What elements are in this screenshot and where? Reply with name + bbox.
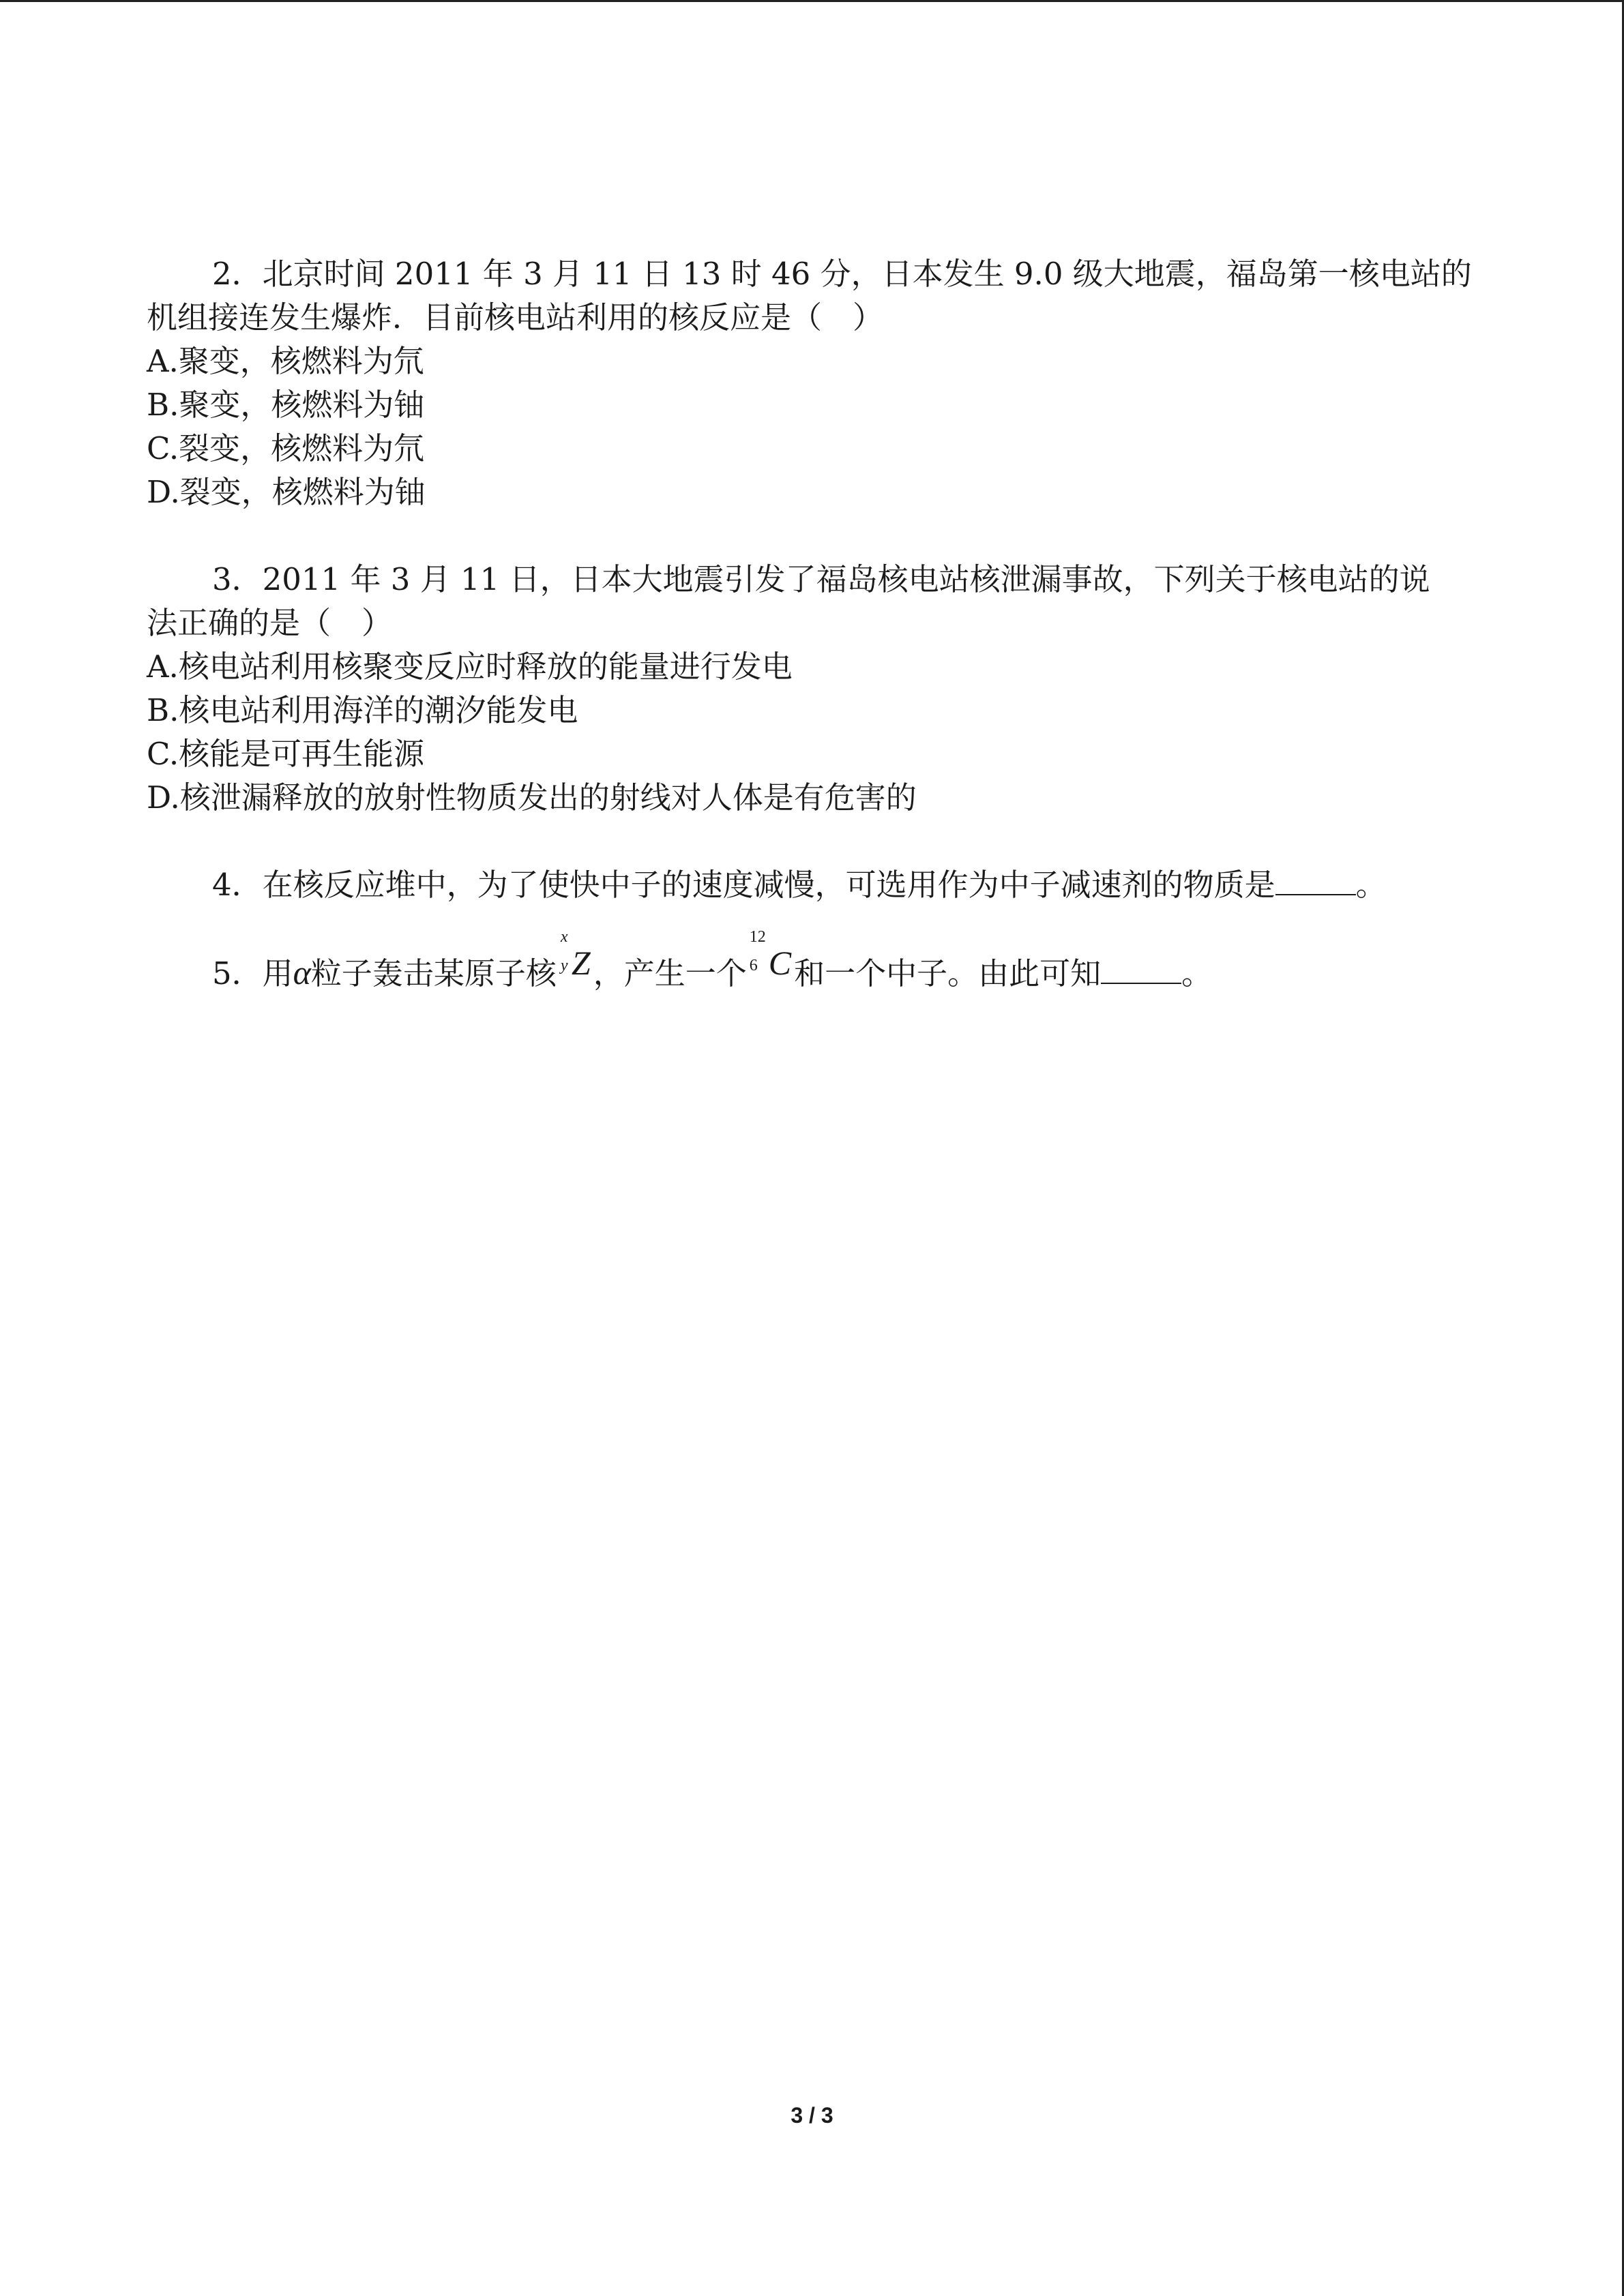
question-2-option-a: A.聚变，核燃料为氘 bbox=[147, 343, 424, 379]
question-5-end: 。 bbox=[1181, 955, 1213, 992]
nuclide-z-symbol: Z bbox=[571, 944, 591, 982]
nuclide-carbon-mass: 12 bbox=[749, 928, 766, 946]
question-3-option-d: D.核泄漏释放的放射性物质发出的射线对人体是有危害的 bbox=[147, 779, 917, 816]
question-2-line-2: 机组接连发生爆炸．目前核电站利用的核反应是（ ） bbox=[147, 299, 884, 336]
question-4-line bbox=[147, 863, 1477, 907]
question-4 bbox=[147, 863, 1477, 907]
question-2-line-1: 2．北京时间 2011 年 3 月 11 日 13 时 46 分，日本发生 9.0 级大地震，福岛第一核电站的 bbox=[212, 256, 1472, 292]
nuclide-z-atomic-number: y bbox=[560, 957, 568, 974]
nuclide-carbon-symbol: C bbox=[768, 944, 792, 982]
question-3-line-2: 法正确的是（ ） bbox=[147, 605, 393, 641]
question-5-answer-blank bbox=[1101, 955, 1181, 984]
question-4-text: 4．在核反应堆中，为了使快中子的速度减慢，可选用作为中子减速剂的物质是 bbox=[212, 867, 1275, 903]
page-number: 3 / 3 bbox=[791, 2103, 833, 2128]
question-3 bbox=[147, 558, 1477, 820]
page-top-border bbox=[0, 0, 1624, 2]
nuclide-carbon-atomic-number: 6 bbox=[749, 957, 758, 974]
question-3-option-a: A.核电站利用核聚变反应时释放的能量进行发电 bbox=[147, 648, 793, 685]
question-5-part-3: ，产生一个 bbox=[593, 955, 747, 992]
question-5-line bbox=[147, 928, 1477, 996]
nuclide-z-mass: x bbox=[560, 928, 568, 946]
document-body bbox=[147, 252, 1477, 1039]
question-3-line-1: 3．2011 年 3 月 11 日，日本大地震引发了福岛核电站核泄漏事故，下列关于核电站的说 bbox=[212, 561, 1430, 597]
nuclide-z bbox=[559, 928, 591, 996]
question-4-answer-blank bbox=[1275, 867, 1356, 895]
question-5-part-1: 5．用 bbox=[212, 955, 293, 992]
question-5 bbox=[147, 928, 1477, 996]
question-2-option-b: B.聚变，核燃料为铀 bbox=[147, 387, 425, 423]
question-2-option-d: D.裂变，核燃料为铀 bbox=[147, 474, 426, 510]
question-2-option-c: C.裂变，核燃料为氘 bbox=[147, 430, 425, 466]
question-2 bbox=[147, 252, 1477, 514]
question-3-option-b: B.核电站利用海洋的潮汐能发电 bbox=[147, 692, 578, 728]
question-5-part-2: 粒子轰击某原子核 bbox=[310, 955, 557, 992]
question-4-end: 。 bbox=[1355, 867, 1387, 903]
question-5-part-4: 和一个中子。由此可知 bbox=[794, 955, 1102, 992]
question-3-option-c: C.核能是可再生能源 bbox=[147, 736, 425, 772]
nuclide-carbon bbox=[749, 928, 792, 996]
alpha-symbol: α bbox=[293, 953, 311, 992]
